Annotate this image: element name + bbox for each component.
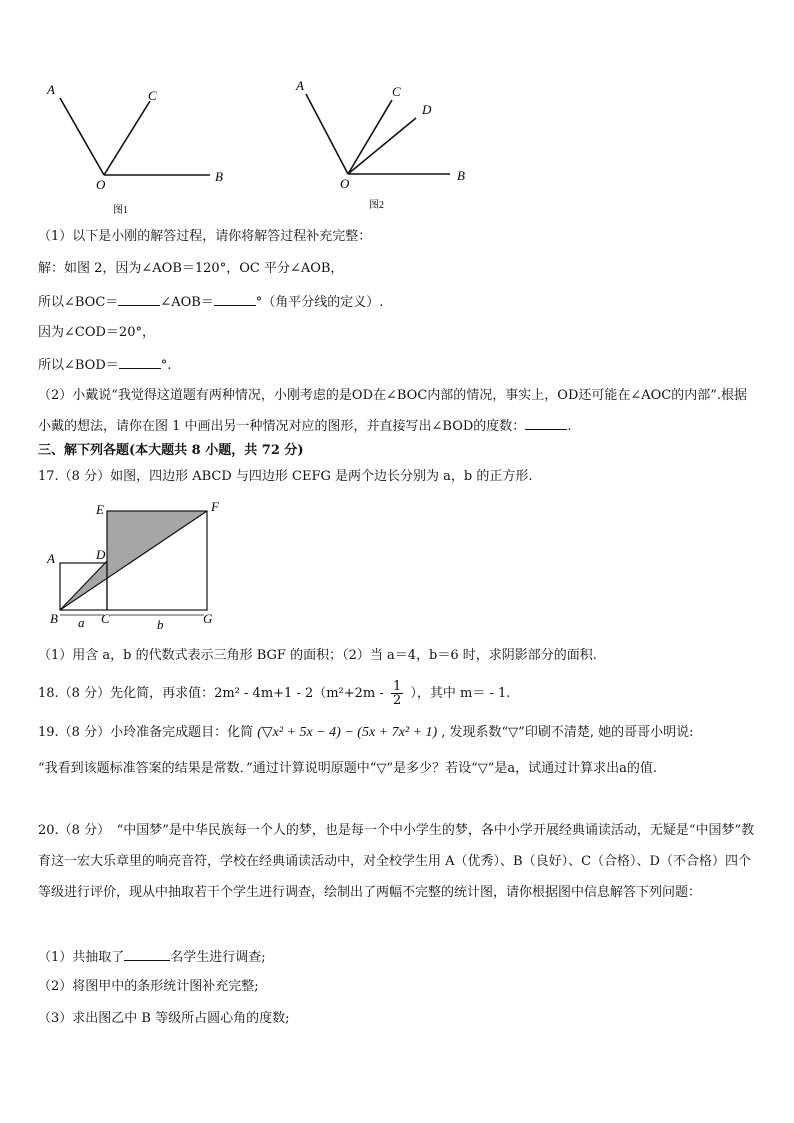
fraction-denominator: 2 bbox=[392, 693, 402, 708]
caption-fig1: 图1 bbox=[113, 205, 128, 216]
label-C: C bbox=[392, 84, 401, 99]
figure-1 bbox=[40, 78, 240, 218]
label-F: F bbox=[211, 499, 219, 514]
q16-part2: （2）小戴说“我觉得这道题有两种情况，小刚考虑的是OD在∠BOC内部的情况，事实上，OD还可能在∠AOC的内部”.根据小戴的想法，请你在图 1 中画出另一种情况对应的图形，并直接写出∠BOD的度数： . bbox=[38, 388, 748, 434]
label-O: O bbox=[340, 176, 350, 191]
label-A: A bbox=[47, 82, 55, 97]
section-3-heading: 三、解下列各题(本大题共 8 小题，共 72 分) bbox=[38, 443, 304, 458]
answer-blank[interactable] bbox=[214, 292, 256, 306]
q16-part2-text: （2）小戴说“我觉得这道题有两种情况，小刚考虑的是OD在∠BOC内部的情况，事实上，OD还可能在∠AOC的内部”.根据小戴的想法，请你在图 1 中画出另一种情况对应的图形，并直接写出∠BOD的度数： bbox=[38, 388, 748, 434]
q16-sol4-text-b: °. bbox=[160, 358, 172, 373]
q20-part1 bbox=[38, 947, 266, 967]
figure-2-svg bbox=[290, 76, 490, 216]
caption-fig2: 图2 bbox=[369, 200, 384, 211]
label-a: a bbox=[78, 615, 85, 630]
label-D: D bbox=[96, 547, 106, 562]
q17-subquestions: （1）用含 a，b 的代数式表示三角形 BGF 的面积；（2）当 a＝4，b＝6 时，求阴影部分的面积. bbox=[38, 648, 597, 663]
label-E: E bbox=[96, 502, 104, 517]
label-O: O bbox=[96, 177, 106, 192]
q16-sol4-text-a: 所以∠BOD＝ bbox=[38, 358, 119, 373]
fraction-numerator: 1 bbox=[392, 679, 402, 694]
label-D: D bbox=[422, 102, 432, 117]
answer-blank[interactable] bbox=[124, 947, 170, 961]
label-B: B bbox=[215, 169, 223, 184]
ray-OC bbox=[348, 100, 392, 174]
label-C: C bbox=[148, 88, 157, 103]
label-C: C bbox=[101, 611, 110, 626]
answer-blank[interactable] bbox=[118, 292, 160, 306]
ray-OC bbox=[104, 101, 150, 175]
q20-part3: （3）求出图乙中 B 等级所占圆心角的度数; bbox=[38, 1011, 290, 1026]
figure-1-svg bbox=[40, 78, 240, 218]
q16-solution-line2 bbox=[38, 292, 383, 312]
ray-OA bbox=[60, 98, 104, 175]
figure-3 bbox=[40, 497, 240, 637]
figure-3-svg bbox=[40, 497, 240, 637]
fraction-half bbox=[391, 680, 403, 707]
q16-solution-line4 bbox=[38, 355, 171, 375]
q18 bbox=[38, 680, 510, 707]
q19-text-b: , 发现系数“▽”印刷不清楚, 她的哥哥小明说: bbox=[441, 725, 694, 740]
q16-sol2-text-b: ∠AOB＝ bbox=[160, 295, 214, 310]
label-b: b bbox=[157, 617, 164, 632]
q19-expression: (▽x² + 5x − 4) − (5x + 7x² + 1) bbox=[257, 725, 438, 740]
q20-1-text-b: 名学生进行调查; bbox=[170, 950, 266, 965]
answer-blank[interactable] bbox=[525, 416, 567, 430]
q17-stem: 17.（8 分）如图，四边形 ABCD 与四边形 CEFG 是两个边长分别为 a，b 的正方形. bbox=[38, 469, 533, 484]
q16-sol2-text-a: 所以∠BOC＝ bbox=[38, 295, 119, 310]
q16-solution-line1: 解：如图 2，因为∠AOB＝120°，OC 平分∠AOB， bbox=[38, 261, 344, 276]
q18-text-b: ），其中 m＝ - 1. bbox=[410, 686, 511, 701]
label-B: B bbox=[50, 611, 58, 626]
q16-solution-line3: 因为∠COD＝20°， bbox=[38, 325, 155, 340]
label-G: G bbox=[203, 611, 213, 626]
figure-2 bbox=[290, 76, 490, 216]
answer-blank[interactable] bbox=[119, 355, 161, 369]
label-A: A bbox=[296, 78, 304, 93]
label-B: B bbox=[457, 168, 465, 183]
ray-OA bbox=[306, 94, 348, 174]
segment-BD bbox=[60, 561, 107, 610]
q18-text-a: 18.（8 分）先化简，再求值：2m² - 4m+1 - 2（m²+2m - bbox=[38, 686, 384, 701]
label-A: A bbox=[47, 551, 55, 566]
q20-1-text-a: （1）共抽取了 bbox=[38, 950, 125, 965]
q20-stem: 20.（8 分） “中国梦”是中华民族每一个人的梦，也是每一个中小学生的梦，各中小学开展经典诵读活动，无疑是“中国梦”教育这一宏大乐章里的响亮音符，学校在经典诵读活动中，对全校学生用 A（优秀）、B（良好）、C（合格）、D（不合格）四个等级进行评价，现从中抽取若干个学生进行调查，绘制出了两幅不完整的统计图，请你根据图中信息解答下列问题： bbox=[38, 823, 755, 900]
ray-OD bbox=[348, 118, 416, 174]
q16-part1: （1）以下是小刚的解答过程，请你将解答过程补充完整： bbox=[38, 229, 372, 244]
q19-line1 bbox=[38, 724, 693, 742]
q20-part2: （2）将图甲中的条形统计图补充完整; bbox=[38, 979, 259, 994]
q19-line2: “我看到该题标准答案的结果是常数．”通过计算说明原题中“▽”是多少？若设“▽”是a，试通过计算求出a的值. bbox=[38, 761, 658, 776]
q19-text-a: 19.（8 分）小玲准备完成题目：化简 bbox=[38, 725, 254, 740]
q16-sol2-text-c: °（角平分线的定义）. bbox=[255, 295, 384, 310]
